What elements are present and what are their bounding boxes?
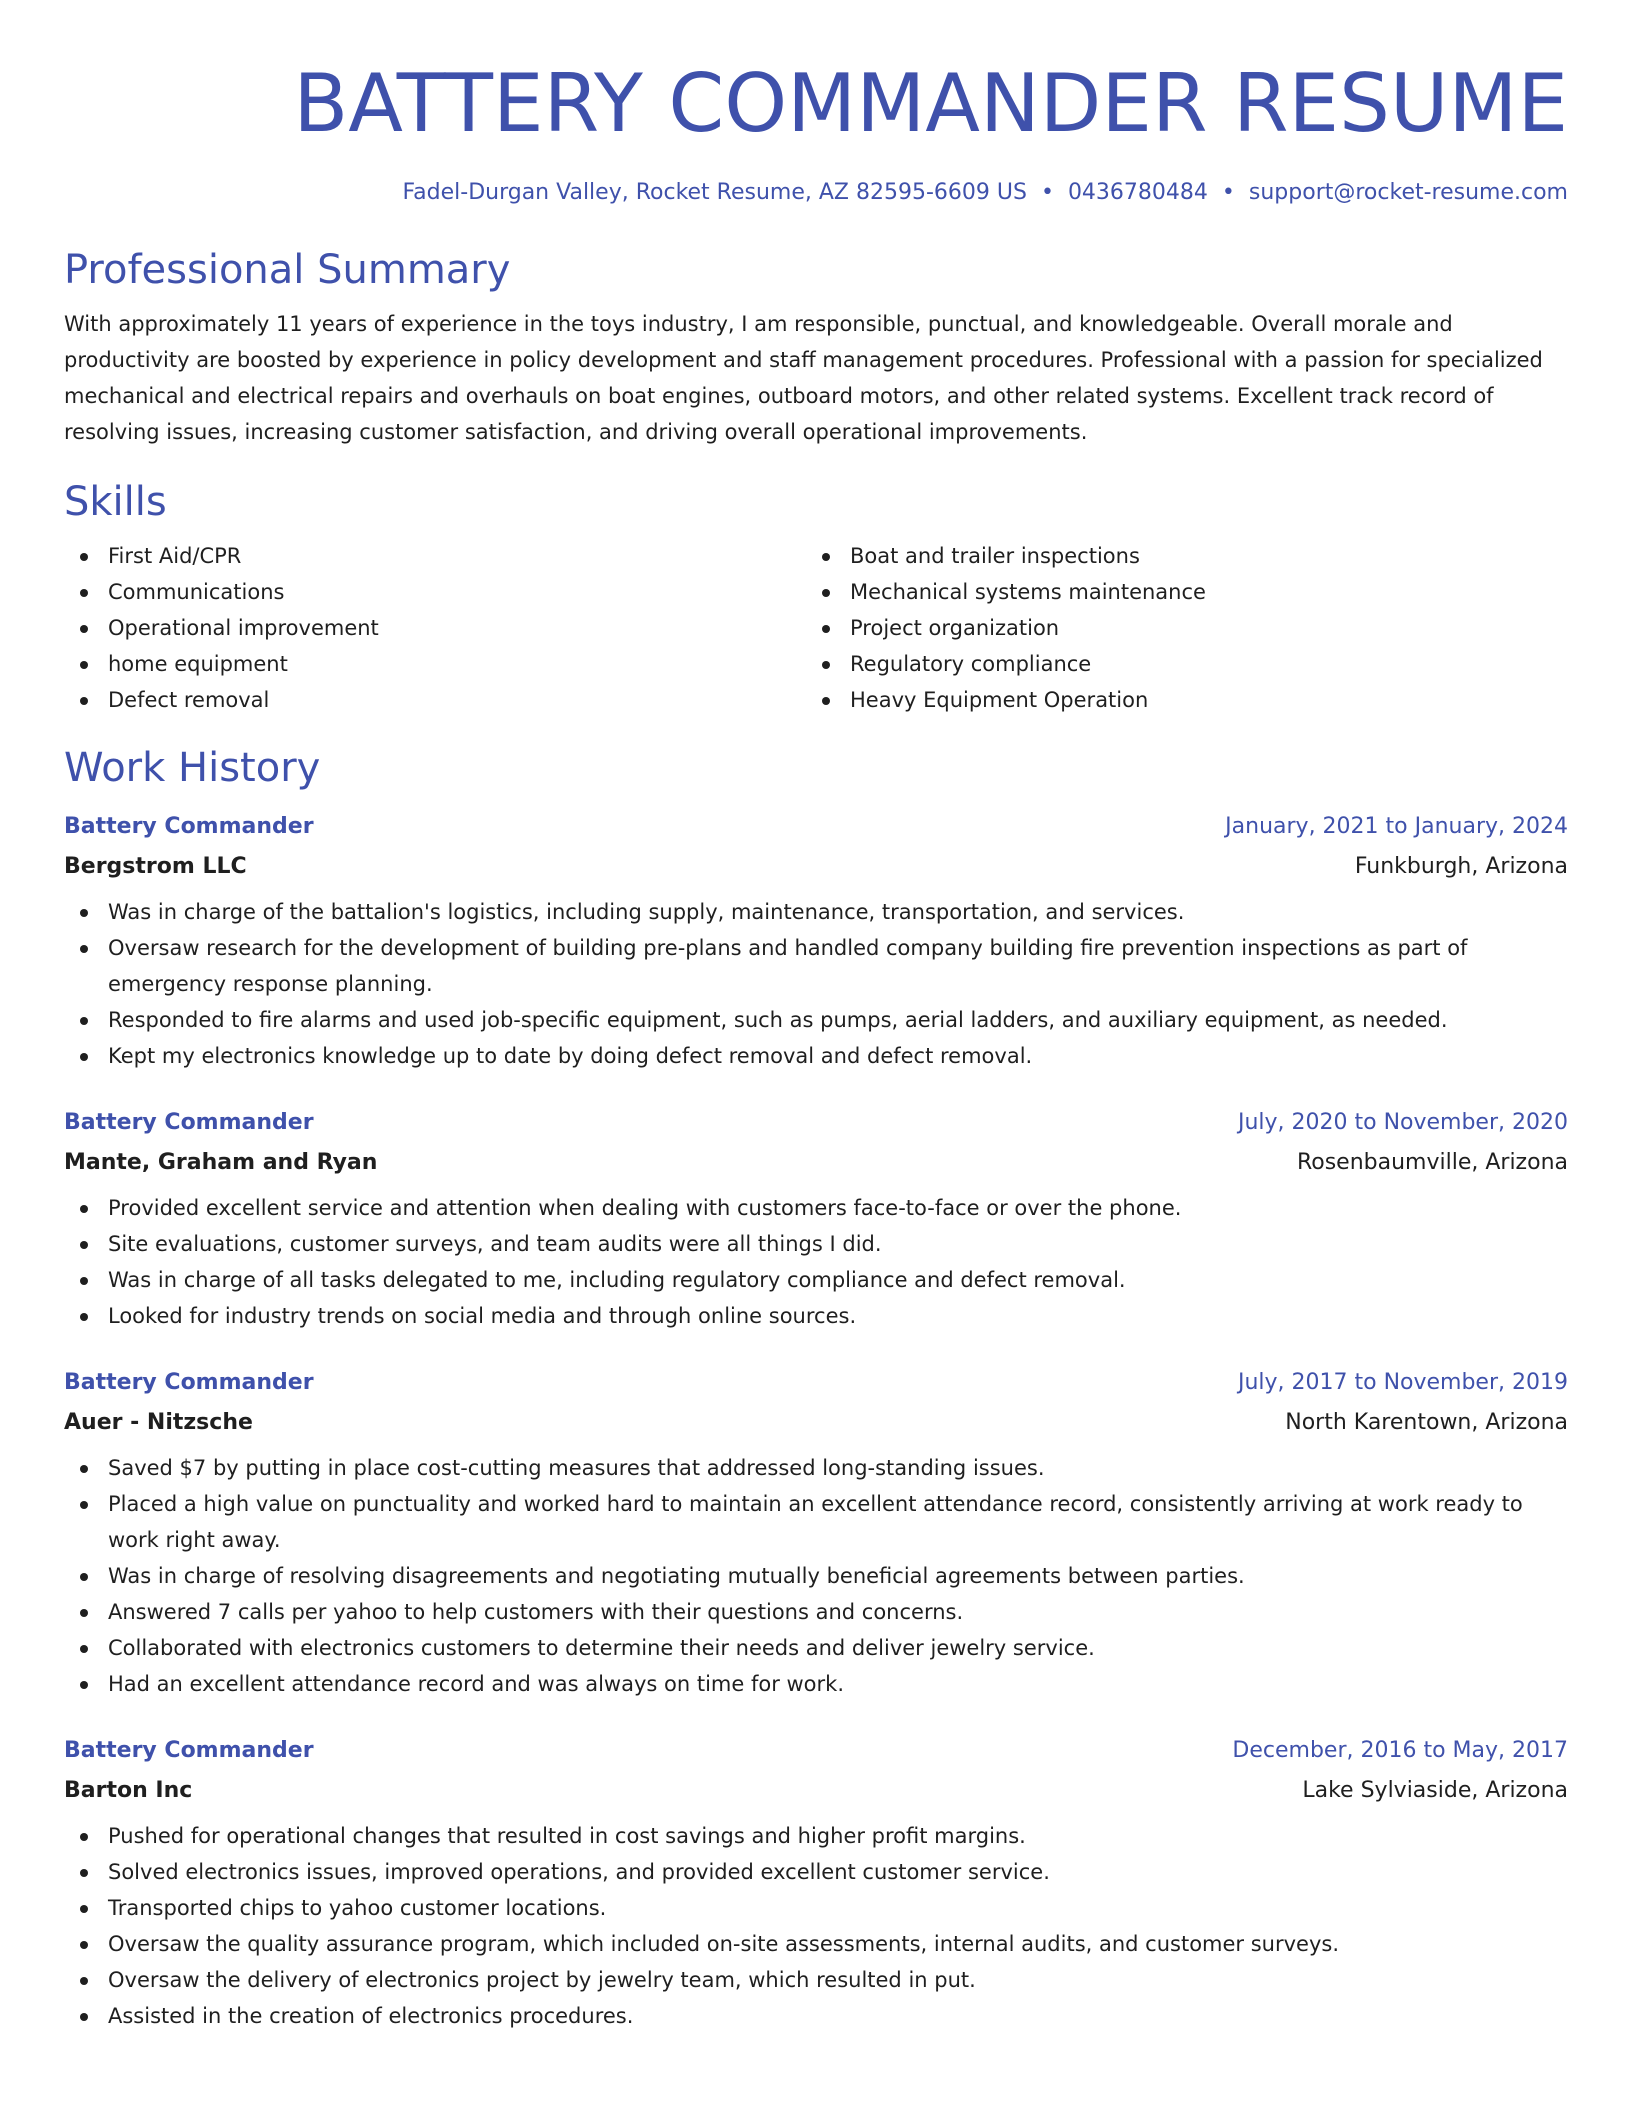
work-history-heading: Work History	[64, 745, 321, 791]
job-location: Lake Sylviaside, Arizona	[1302, 1778, 1568, 1803]
job-bullets	[64, 1450, 1568, 1702]
job-title: Battery Commander	[64, 1738, 314, 1763]
skill-item: First Aid/CPR	[64, 538, 806, 574]
contact-email[interactable]: support@rocket-resume.com	[1248, 180, 1568, 205]
job-bullet: Placed a high value on punctuality and worked hard to maintain an excellent attendance record, consistently arriving at work ready to work right away.	[64, 1486, 1568, 1558]
resume-page	[64, 0, 1568, 2034]
contact-phone: 0436780484	[1067, 180, 1208, 205]
skills-heading: Skills	[64, 479, 167, 525]
job-company: Auer - Nitzsche	[64, 1410, 253, 1435]
skill-item: Operational improvement	[64, 610, 806, 646]
skill-item: Mechanical systems maintenance	[806, 574, 1548, 610]
job-bullet: Oversaw research for the development of building pre-plans and handled company building fire prevention inspections as part of emergency response planning.	[64, 930, 1568, 1002]
skill-item: Project organization	[806, 610, 1548, 646]
skill-item: home equipment	[64, 646, 806, 682]
job-entry	[64, 812, 1568, 1074]
skill-item: Defect removal	[64, 682, 806, 718]
job-bullet: Oversaw the delivery of electronics project by jewelry team, which resulted in put.	[64, 1962, 1568, 1998]
job-bullet: Was in charge of resolving disagreements and negotiating mutually beneficial agreements between parties.	[64, 1558, 1568, 1594]
job-bullet: Transported chips to yahoo customer locations.	[64, 1890, 1568, 1926]
job-dates: July, 2020 to November, 2020	[1237, 1110, 1568, 1135]
job-dates: July, 2017 to November, 2019	[1237, 1370, 1568, 1395]
contact-address: Fadel-Durgan Valley, Rocket Resume, AZ 82595-6609 US	[402, 180, 1027, 205]
job-bullet: Had an excellent attendance record and was always on time for work.	[64, 1666, 1568, 1702]
job-bullet: Was in charge of all tasks delegated to me, including regulatory compliance and defect removal.	[64, 1262, 1568, 1298]
job-bullet: Saved $7 by putting in place cost-cutting measures that addressed long-standing issues.	[64, 1450, 1568, 1486]
job-bullet: Pushed for operational changes that resulted in cost savings and higher profit margins.	[64, 1818, 1568, 1854]
job-entry	[64, 1736, 1568, 2034]
job-dates: December, 2016 to May, 2017	[1232, 1738, 1568, 1763]
job-dates: January, 2021 to January, 2024	[1225, 814, 1568, 839]
job-bullet: Collaborated with electronics customers to determine their needs and deliver jewelry service.	[64, 1630, 1568, 1666]
skill-item: Heavy Equipment Operation	[806, 682, 1548, 718]
job-location: Rosenbaumville, Arizona	[1296, 1150, 1568, 1175]
job-location: Funkburgh, Arizona	[1354, 854, 1568, 879]
job-title: Battery Commander	[64, 1110, 314, 1135]
job-entry	[64, 1368, 1568, 1702]
contact-line	[64, 178, 1568, 208]
job-location: North Karentown, Arizona	[1285, 1410, 1568, 1435]
resume-name: BATTERY COMMANDER RESUME	[293, 57, 1568, 150]
job-company: Mante, Graham and Ryan	[64, 1150, 378, 1175]
job-title: Battery Commander	[64, 814, 314, 839]
skill-item: Communications	[64, 574, 806, 610]
job-bullet: Responded to fire alarms and used job-specific equipment, such as pumps, aerial ladders, and auxiliary equipment, as needed.	[64, 1002, 1568, 1038]
skills-list	[64, 538, 1568, 718]
job-bullet: Solved electronics issues, improved operations, and provided excellent customer service.	[64, 1854, 1568, 1890]
job-bullet: Assisted in the creation of electronics procedures.	[64, 1998, 1568, 2034]
job-bullet: Was in charge of the battalion's logistics, including supply, maintenance, transportation, and services.	[64, 894, 1568, 930]
contact-separator: •	[1221, 180, 1235, 205]
skills-column-right	[806, 538, 1548, 718]
job-title: Battery Commander	[64, 1370, 314, 1395]
skill-item: Boat and trailer inspections	[806, 538, 1548, 574]
job-entry	[64, 1108, 1568, 1334]
job-bullet: Site evaluations, customer surveys, and team audits were all things I did.	[64, 1226, 1568, 1262]
contact-separator: •	[1040, 180, 1054, 205]
skill-item: Regulatory compliance	[806, 646, 1548, 682]
job-bullets	[64, 1190, 1568, 1334]
job-bullet: Provided excellent service and attention when dealing with customers face-to-face or over the phone.	[64, 1190, 1568, 1226]
skills-column-left	[64, 538, 806, 718]
summary-heading: Professional Summary	[64, 247, 511, 293]
job-bullets	[64, 1818, 1568, 2034]
job-bullet: Answered 7 calls per yahoo to help customers with their questions and concerns.	[64, 1594, 1568, 1630]
job-company: Barton Inc	[64, 1778, 193, 1803]
job-bullet: Looked for industry trends on social media and through online sources.	[64, 1298, 1568, 1334]
job-company: Bergstrom LLC	[64, 854, 247, 879]
job-bullets	[64, 894, 1568, 1074]
job-bullet: Oversaw the quality assurance program, which included on-site assessments, internal audits, and customer surveys.	[64, 1926, 1568, 1962]
job-bullet: Kept my electronics knowledge up to date by doing defect removal and defect removal.	[64, 1038, 1568, 1074]
summary-text: With approximately 11 years of experience in the toys industry, I am responsible, punctual, and knowledgeable. Overall morale and productivity are boosted by experience in policy development and staff management procedures. Professional with a passion for specialized mechanical and electrical repairs and overhauls on boat engines, outboard motors, and other related systems. Excellent track record of resolving issues, increasing customer satisfaction, and driving overall operational improvements.	[64, 312, 1543, 444]
